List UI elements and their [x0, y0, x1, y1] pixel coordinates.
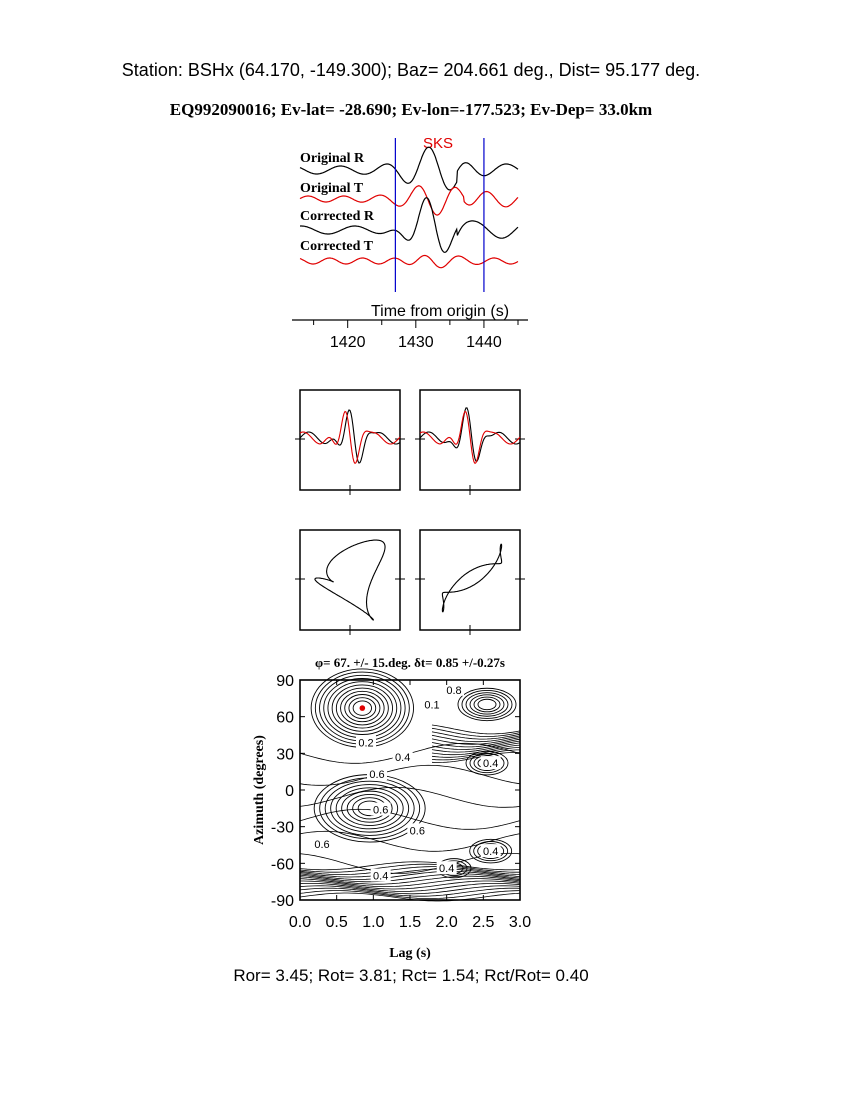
particle-motion: [442, 544, 501, 611]
trace-label-corrected-t: Corrected T: [300, 239, 373, 254]
contour-line: [458, 688, 516, 720]
y-tick-label: 30: [276, 746, 294, 764]
contour-line: [466, 693, 508, 717]
grid-title: φ= 67. +/- 15.deg. δt= 0.85 +/-0.27s: [314, 655, 506, 670]
x-tick-label: 2.5: [472, 914, 495, 931]
best-fit-marker: [360, 705, 366, 711]
x-tick-label: 0.0: [288, 914, 312, 931]
windowed-waveform: [300, 412, 400, 464]
y-tick-label: 60: [276, 709, 294, 727]
particle-motion-panels: [295, 530, 525, 635]
windowed-waveform-panels: [295, 390, 525, 495]
x-tick-label: 3.0: [508, 914, 532, 931]
y-tick-label: 0: [285, 783, 294, 800]
seismogram-trace: [300, 256, 518, 268]
contour-label: 0.6: [314, 838, 330, 851]
contour-line: [331, 785, 409, 833]
time-tick-label: 1420: [329, 334, 366, 351]
contour-label: 0.6: [409, 825, 425, 838]
trace-label-corrected-r: Corrected R: [300, 209, 374, 224]
x-tick-label: 1.5: [398, 914, 422, 931]
seismogram-panel: [292, 135, 528, 351]
contour-line: [325, 781, 414, 835]
phase-label: SKS: [422, 135, 454, 152]
particle-motion: [315, 540, 385, 620]
time-tick-label: 1440: [466, 334, 502, 351]
contour-label: 0.4: [395, 752, 411, 764]
trace-label-original-t: Original T: [300, 181, 364, 196]
trace-label-original-r: Original R: [300, 151, 365, 166]
y-tick-label: -30: [270, 819, 294, 837]
grid-ylabel: Azimuth (degrees): [252, 735, 267, 845]
grid-xlabel: Lag (s): [389, 946, 431, 961]
contour-label: 0.4: [483, 758, 499, 771]
contour-label: 0.1: [424, 699, 440, 712]
energy-grid-panel: [252, 655, 531, 961]
y-tick-label: 90: [276, 673, 294, 690]
particle-box-corrected: [420, 530, 520, 630]
event-line: EQ992090016; Ev-lat= -28.690; Ev-lon=-177.523; Ev-Dep= 33.0km: [169, 100, 653, 119]
x-tick-label: 0.5: [325, 914, 348, 931]
window-lines: [395, 138, 484, 292]
y-tick-label: -60: [270, 856, 294, 874]
time-axis-ticks: [314, 320, 518, 351]
contour-line: [478, 699, 496, 709]
contour-label: 0.6: [369, 769, 385, 782]
ratio-line: Ror= 3.45; Rot= 3.81; Rct= 1.54; Rct/Rot= 0.40: [233, 966, 589, 985]
contour-line: [470, 695, 504, 714]
contour-label: 0.4: [373, 870, 389, 883]
contour-label: 0.4: [483, 846, 499, 859]
contour-line: [432, 728, 520, 736]
contour-label: 0.6: [373, 804, 389, 817]
x-tick-label: 2.0: [435, 914, 458, 931]
time-tick-label: 1430: [398, 334, 434, 351]
station-line: Station: BSHx (64.170, -149.300); Baz= 204.661 deg., Dist= 95.177 deg.: [121, 60, 701, 80]
contour-label: 0.4: [439, 863, 455, 876]
contour-line: [320, 778, 420, 839]
contour-label: 0.8: [446, 684, 462, 697]
time-axis-label: Time from origin (s): [370, 303, 510, 320]
energy-contours: [300, 669, 520, 901]
contour-label: 0.2: [358, 737, 374, 750]
x-tick-label: 1.0: [362, 914, 385, 931]
contour-line: [432, 725, 520, 734]
y-tick-label: -90: [270, 893, 294, 910]
